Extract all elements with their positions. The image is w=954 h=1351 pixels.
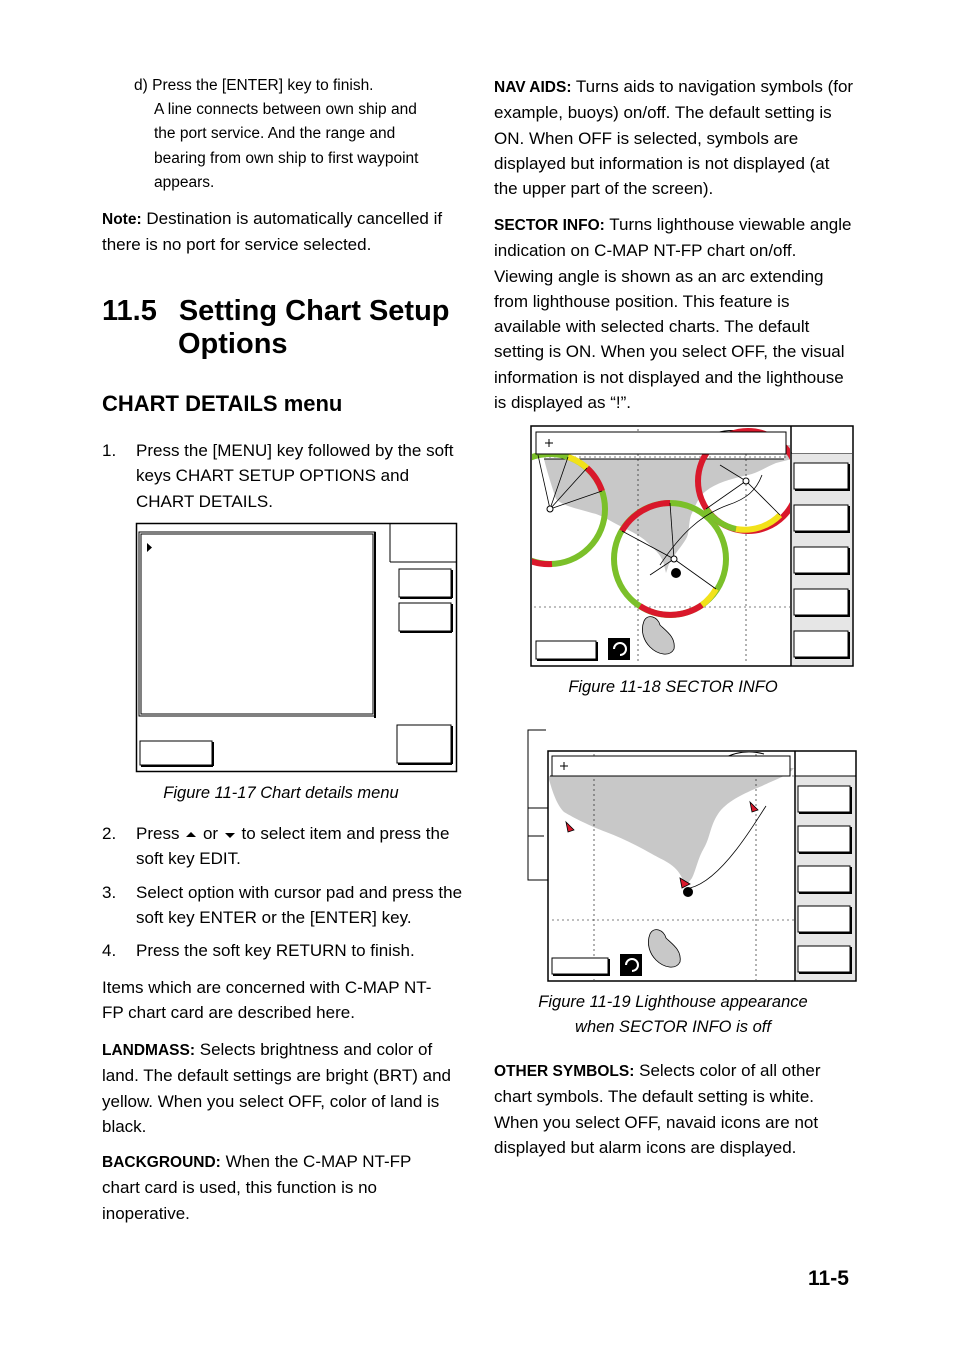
steps-2-4 bbox=[102, 821, 464, 963]
triangle-down-icon bbox=[223, 829, 237, 841]
triangle-up-icon bbox=[184, 829, 198, 841]
page-number: 11-5 bbox=[808, 1267, 849, 1290]
step-1: 1. Press the [MENU] key followed by the soft keys CHART SETUP OPTIONS and CHART DETAILS. bbox=[102, 441, 454, 511]
note-paragraph: Note: Destination is automatically cancelled if there is no port for service selected. bbox=[102, 209, 443, 255]
chart-details-menu-figure bbox=[135, 522, 459, 774]
lighthouse-icon bbox=[547, 506, 553, 512]
step-4: 4. Press the soft key RETURN to finish. bbox=[102, 941, 415, 961]
softkey-2 bbox=[399, 603, 451, 631]
other-symbols-paragraph: OTHER SYMBOLS: Selects color of all other chart symbols. The default setting is white. When you select OFF, navaid icons are not displayed but alarm icons are displayed. bbox=[494, 1061, 821, 1157]
lighthouse-off-figure bbox=[526, 728, 858, 984]
sector-info-paragraph: SECTOR INFO: Turns lighthouse viewable angle indication on C-MAP NT-FP chart on/off. Viewing angle is shown as an arc extending from lighthouse position. This feature is available with selected charts. The default setting is ON. When you select OFF, the visual information is not displayed and the lighthouse is displayed as “!”. bbox=[494, 215, 852, 413]
subheading: CHART DETAILS menu bbox=[102, 391, 343, 416]
sector-info-figure bbox=[530, 425, 855, 668]
figure-11-19-caption: Figure 11-19 Lighthouse appearance when SECTOR INFO is off bbox=[538, 993, 808, 1036]
background-paragraph: BACKGROUND: When the C-MAP NT-FP chart card is used, this function is no inoperative. bbox=[102, 1152, 412, 1223]
nav-aids-paragraph: NAV AIDS: Turns aids to navigation symbols (for example, buoys) on/off. The default setting is ON. When OFF is selected, symbols are displayed but information is not displayed (at the upper part of the screen). bbox=[494, 77, 854, 199]
own-ship-icon bbox=[671, 568, 681, 578]
step-3: 3. Select option with cursor pad and press the soft key ENTER or the [ENTER] key. bbox=[102, 882, 463, 927]
landmass-paragraph: LANDMASS: Selects brightness and color of land. The default settings are bright (BRT) and yellow. When you select OFF, color of land is black. bbox=[102, 1040, 452, 1136]
step-d: d) Press the [ENTER] key to finish. A line connects between own ship and the port service. And the range and bearing from own ship to first waypoint appears. bbox=[134, 77, 419, 191]
section-heading: 11.5 Setting Chart Setup Options bbox=[102, 295, 450, 360]
figure-11-17-caption: Figure 11-17 Chart details menu bbox=[163, 784, 399, 802]
intro-paragraph: Items which are concerned with C-MAP NT-FP chart card are described here. bbox=[102, 978, 432, 1023]
softkey-1 bbox=[399, 569, 451, 597]
own-ship-icon bbox=[683, 887, 693, 897]
figure-11-18-caption: Figure 11-18 SECTOR INFO bbox=[568, 678, 778, 696]
status-box bbox=[140, 741, 212, 765]
step-2: 2. Press or to select item and press the soft key EDIT. bbox=[102, 824, 450, 869]
softkey-return bbox=[397, 725, 451, 763]
